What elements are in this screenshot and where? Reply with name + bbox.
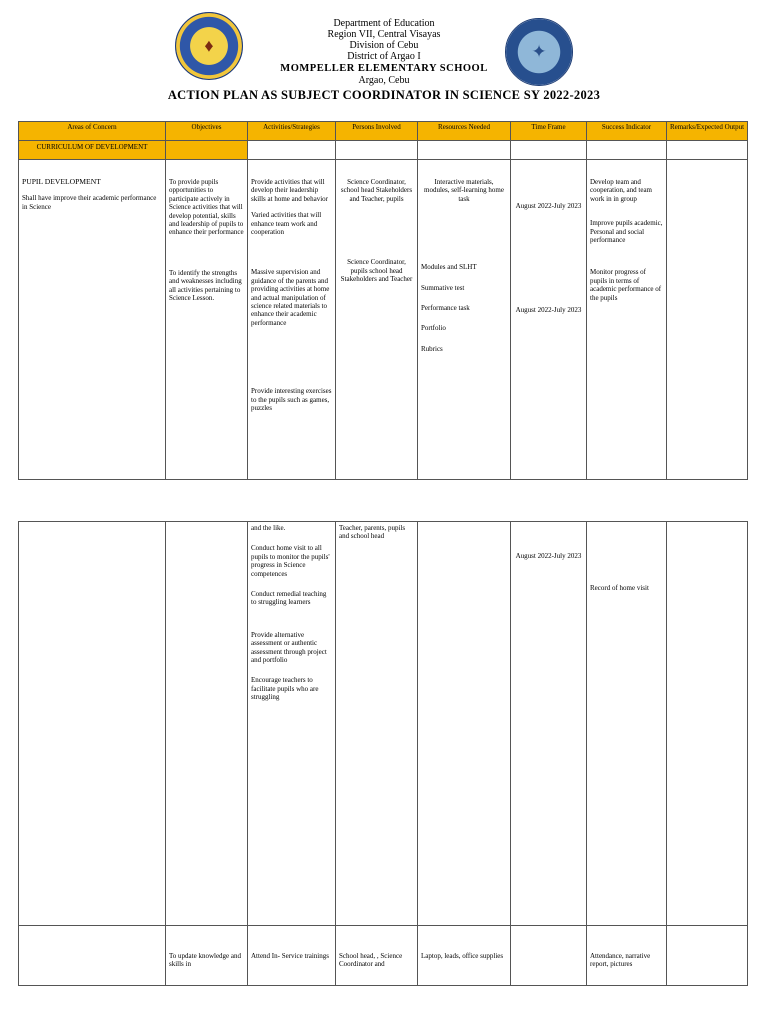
col-header-activities: Activities/Strategies <box>248 122 336 141</box>
objective-1: To update knowledge and skills in <box>169 952 242 969</box>
success-1: Attendance, narrative report, pictures <box>590 952 651 969</box>
action-plan-table-page-1 <box>18 121 748 480</box>
resources-cell <box>418 522 511 926</box>
resource-1: Interactive materials, modules, self-learning home task <box>424 178 504 203</box>
resource-4: Performance task <box>421 304 470 313</box>
header-line-1: Department of Education <box>333 18 435 29</box>
activity-2: Varied activities that will enhance team work and cooperation <box>251 211 322 237</box>
persons-1: Teacher, parents, pupils and school head <box>339 524 406 541</box>
table-row <box>19 926 748 986</box>
objective-1: To provide pupils opportunities to participate actively in Science activities that will develop potential, skills and leadership of pupils to enhance their performance <box>169 178 244 237</box>
remarks-cell <box>667 160 748 480</box>
document-title: ACTION PLAN AS SUBJECT COORDINATOR IN SCIENCE SY 2022-2023 <box>167 88 601 102</box>
objectives-cell <box>166 522 248 926</box>
activity-1: Provide activities that will develop their leadership skills at home and behavior <box>251 178 328 203</box>
subheader-curriculum: CURRICULUM OF DEVELOPMENT <box>19 141 166 160</box>
resource-5: Portfolio <box>421 324 446 333</box>
activities-cell <box>248 160 336 480</box>
table-row <box>19 160 748 480</box>
col-header-persons: Persons Involved <box>336 122 418 141</box>
success-1: Develop team and cooperation, and team work in in group <box>590 178 653 203</box>
col-header-area: Areas of Concern <box>19 122 166 141</box>
activity-4: Provide interesting exercises to the pupils such as games, puzzles <box>251 387 332 413</box>
activities-cell <box>248 926 336 986</box>
time-cell <box>511 522 587 926</box>
success-cell <box>587 522 667 926</box>
activity-1: and the like. <box>251 524 286 532</box>
time-cell <box>511 926 587 986</box>
area-cell <box>19 522 166 926</box>
area-cell <box>19 926 166 986</box>
table-row <box>19 522 748 926</box>
area-cell <box>19 160 166 480</box>
resources-cell <box>418 926 511 986</box>
success-cell <box>587 160 667 480</box>
objectives-cell <box>166 926 248 986</box>
header-line-3: Division of Cebu <box>349 40 419 51</box>
subheader-row <box>19 141 748 160</box>
remarks-cell <box>667 522 748 926</box>
activity-3: Massive supervision and guidance of the parents and providing activities at home and actual manipulation of science related materials to enhance their academic performance <box>251 268 330 327</box>
remarks-cell <box>667 926 748 986</box>
activity-2: Conduct home visit to all pupils to monitor the pupils' progress in Science competences <box>251 544 330 578</box>
resource-3: Summative test <box>421 283 465 292</box>
success-cell <box>587 926 667 986</box>
persons-2: Science Coordinator, pupils school head Stakeholders and Teacher <box>340 258 413 284</box>
deped-school-seal-icon: ♦ <box>175 12 243 80</box>
time-cell <box>511 160 587 480</box>
area-description: Shall have improve their academic performance in Science <box>22 194 157 211</box>
activity-5: Encourage teachers to facilitate pupils who are struggling <box>251 676 319 702</box>
school-town: Argao, Cebu <box>358 75 410 86</box>
objective-2: To identify the strengths and weaknesses including all activities pertaining to Science Lesson. <box>169 268 242 303</box>
col-header-time: Time Frame <box>511 122 587 141</box>
header-line-4: District of Argao I <box>347 51 421 62</box>
persons-cell <box>336 522 418 926</box>
col-header-remarks: Remarks/Expected Output <box>667 122 748 141</box>
persons-1: School head, , Science Coordinator and <box>339 952 403 969</box>
activity-4: Provide alternative assessment or authentic assessment through project and portfolio <box>251 630 327 665</box>
col-header-success: Success Indicator <box>587 122 667 141</box>
objectives-cell <box>166 160 248 480</box>
persons-1: Science Coordinator, school head Stakeholders and Teacher, pupils <box>340 178 413 203</box>
school-name: MOMPELLER ELEMENTARY SCHOOL <box>280 63 488 74</box>
area-title: PUPIL DEVELOPMENT <box>22 177 101 186</box>
activities-cell <box>248 522 336 926</box>
resource-6: Rubrics <box>421 344 443 353</box>
success-3: Monitor progress of pupils in terms of academic performance of the pupils <box>590 268 662 302</box>
action-plan-table-page-2 <box>18 521 748 986</box>
persons-cell <box>336 160 418 480</box>
time-frame-2: August 2022-July 2023 <box>515 306 582 315</box>
column-header-row <box>19 122 748 141</box>
resource-2: Modules and SLHT <box>421 263 477 272</box>
time-frame-1: August 2022-July 2023 <box>515 202 582 210</box>
header-line-2: Region VII, Central Visayas <box>327 29 441 40</box>
activity-1: Attend In- Service trainings <box>251 952 329 960</box>
district-seal-icon: ✦ <box>505 18 573 86</box>
success-1: Record of home visit <box>590 584 649 592</box>
activity-3: Conduct remedial teaching to struggling learners <box>251 590 327 607</box>
resources-cell <box>418 160 511 480</box>
resource-1: Laptop, leads, office supplies <box>421 952 504 960</box>
time-frame-1: August 2022-July 2023 <box>515 552 582 560</box>
col-header-objectives: Objectives <box>166 122 248 141</box>
success-2: Improve pupils academic, Personal and social performance <box>590 219 663 245</box>
col-header-resources: Resources Needed <box>418 122 511 141</box>
persons-cell <box>336 926 418 986</box>
